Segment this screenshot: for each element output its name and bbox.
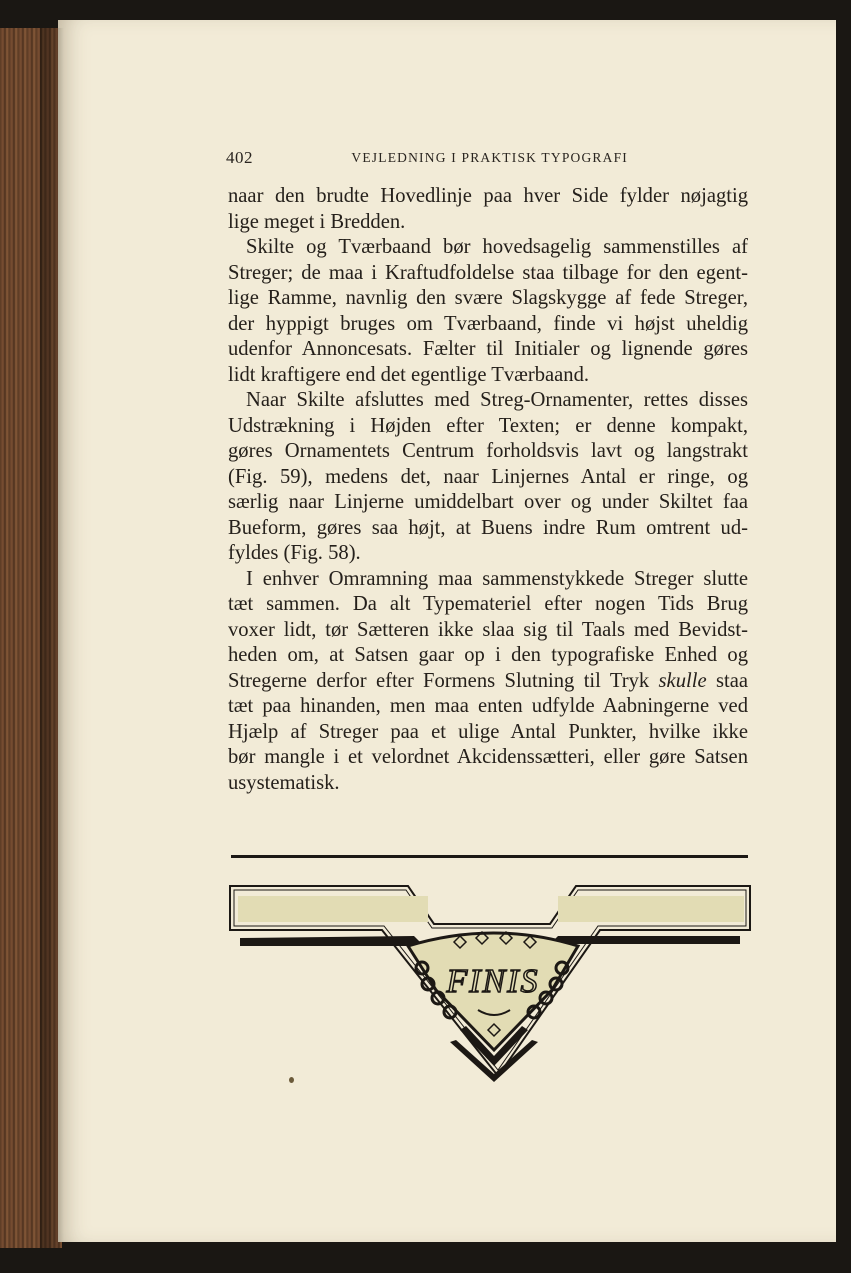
section-divider-rule xyxy=(231,855,748,858)
text-line: naar den brudte Hovedlinje paa hver Side fylder nøjagtig xyxy=(228,185,748,207)
text-line: fyldes (Fig. 58). xyxy=(228,542,361,564)
text-line: Bueform, gøres saa højt, at Buens indre Rum omtrent ud- xyxy=(228,516,748,539)
text-line-end: staa xyxy=(706,669,748,692)
text-line: lige Ramme, navnlig den svære Slagskygge af fede Streger, xyxy=(228,287,748,309)
text-line: Hjælp af Streger paa et ulige Antal Punkter, hvilke ikke xyxy=(228,720,748,743)
text-line: I enhver Omramning maa sammenstykkede Streger slutte xyxy=(246,567,748,590)
page-number: 402 xyxy=(226,148,253,167)
text-line: tæt sammen. Da alt Typemateriel efter nogen Tids Brug xyxy=(228,593,748,615)
text-line-with-italic xyxy=(228,669,748,695)
text-line: bør mangle i et velordnet Akcidenssætteri, eller gøre Satsen xyxy=(228,746,748,768)
text-line: Streger; de maa i Kraftudfoldelse staa tilbage for den egent- xyxy=(228,261,748,284)
text-line: Udstrækning i Højden efter Texten; er denne kompakt, xyxy=(228,414,748,437)
text-line: gøres Ornamentets Centrum forholdsvis lavt og langstrakt xyxy=(228,440,748,462)
text-line: særlig naar Linjerne umiddelbart over og under Skiltet faa xyxy=(228,491,748,513)
text-line: heden om, at Satsen gaar op i den typografiske Enhed og xyxy=(228,644,748,666)
finis-lettering: FINIS xyxy=(446,963,540,1000)
text-line: lige meget i Bredden. xyxy=(228,210,406,233)
ornament-fill-left xyxy=(238,896,428,922)
text-line: der hyppigt bruges om Tværbaand, finde vi højst uheldig xyxy=(228,312,748,335)
running-head xyxy=(226,148,628,170)
text-line: udenfor Annoncesats. Fælter til Initialer og lignende gøres xyxy=(228,338,748,360)
italic-word: skulle xyxy=(658,669,707,692)
text-line: Skilte og Tværbaand bør hovedsagelig sammenstilles af xyxy=(246,236,748,258)
ornament-fill-right xyxy=(558,896,744,922)
paper-speck xyxy=(289,1077,294,1083)
spine-shadow xyxy=(40,28,64,1248)
text-line: tæt paa hinanden, men maa enten udfylde Aabningerne ved xyxy=(228,695,748,717)
text-line: lidt kraftigere end det egentlige Tværbaand. xyxy=(228,363,590,386)
text-line: Naar Skilte afsluttes med Streg-Ornamenter, rettes disses xyxy=(246,389,748,411)
text-line: voxer lidt, tør Sætteren ikke slaa sig til Taals med Bevidst- xyxy=(228,618,748,641)
text-line: (Fig. 59), medens det, naar Linjernes Antal er ringe, og xyxy=(228,465,748,488)
running-title: VEJLEDNING I PRAKTISK TYPOGRAFI xyxy=(351,150,628,165)
finis-ornament xyxy=(228,880,752,1085)
text-line-start: Stregerne derfor efter Formens Slutning til Tryk xyxy=(228,669,650,692)
body-text xyxy=(228,184,748,796)
text-line: usystematisk. xyxy=(228,771,340,794)
